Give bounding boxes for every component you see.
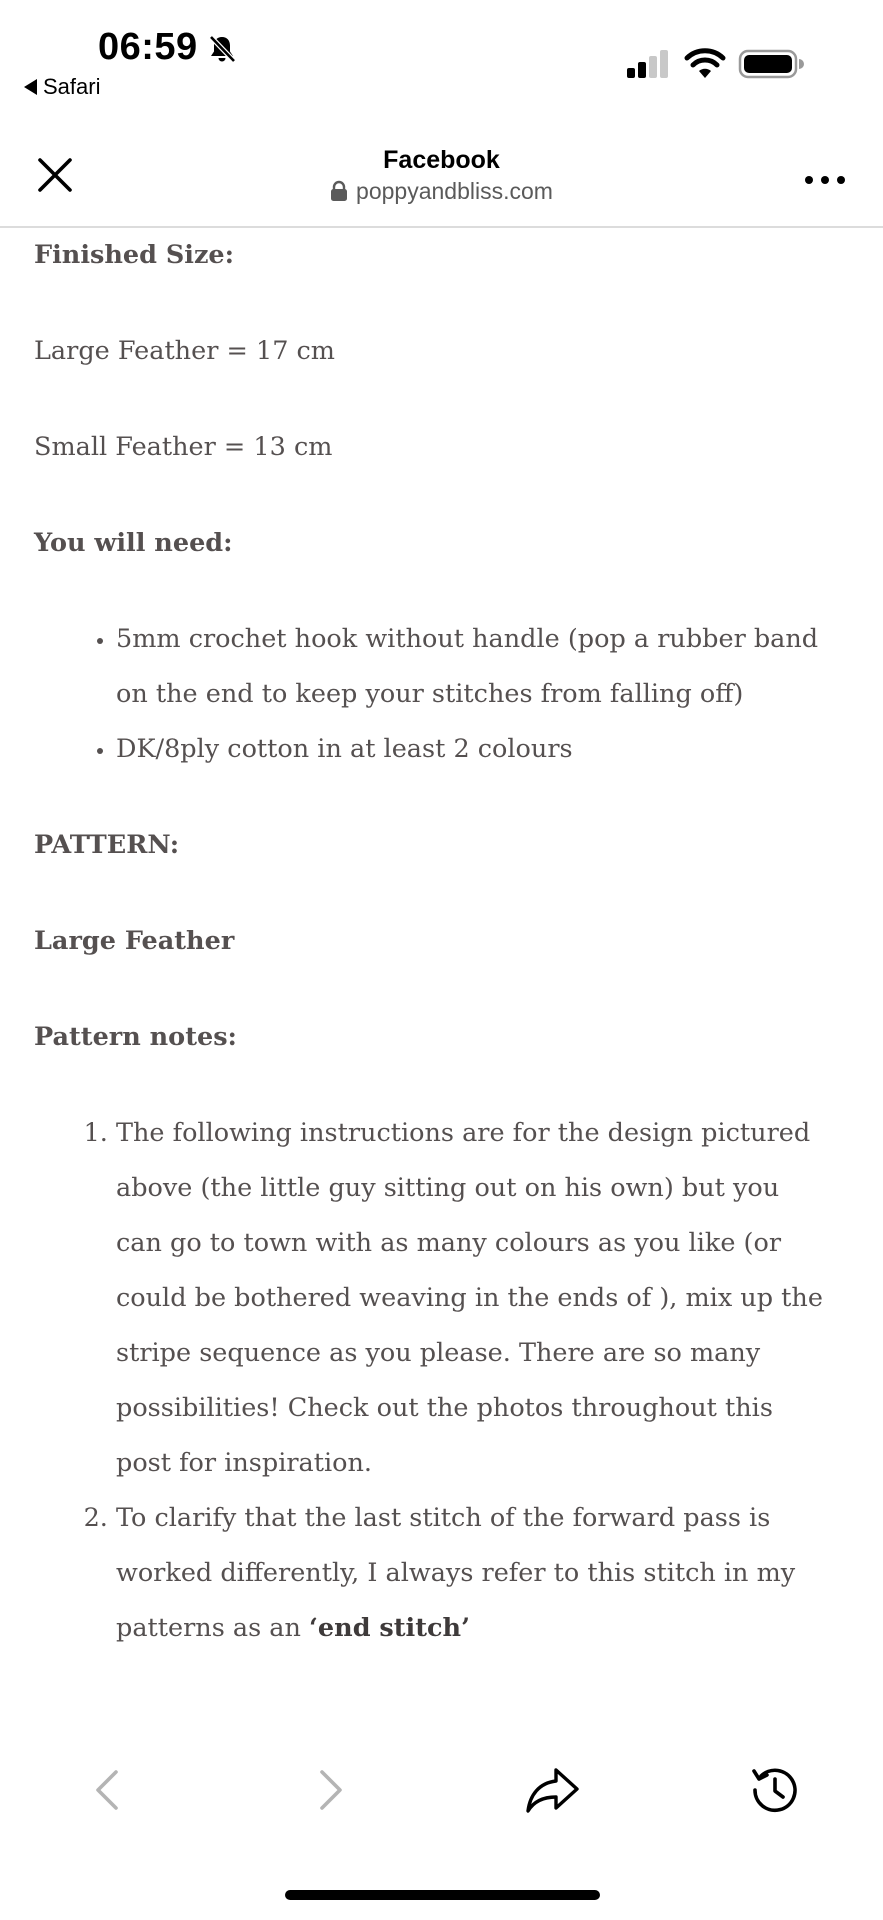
large-feather-heading: Large Feather [34, 926, 235, 956]
status-bar [0, 0, 883, 110]
page-title: Facebook [383, 146, 500, 174]
end-stitch-term: ‘end stitch’ [309, 1613, 470, 1643]
battery-icon [738, 48, 804, 80]
finished-size-heading: Finished Size: [34, 240, 235, 270]
pattern-notes-heading: Pattern notes: [34, 1022, 237, 1052]
forward-icon[interactable] [300, 1760, 360, 1820]
browser-toolbar [0, 1760, 883, 1840]
materials-list [34, 612, 824, 777]
bell-muted-icon [206, 33, 238, 65]
pattern-heading: PATTERN: [34, 830, 180, 860]
status-time: 06:59 [98, 26, 198, 68]
large-feather-size: Large Feather = 17 cm [34, 336, 335, 366]
you-will-need-heading: You will need: [34, 528, 233, 558]
pattern-notes-list [34, 1106, 824, 1656]
note2-text: To clarify that the last stitch of the forward pass is worked differently, I always refer to this stitch in my patterns as an [116, 1503, 796, 1643]
list-item [116, 1491, 824, 1656]
back-app-label: Safari [43, 74, 101, 99]
list-item: 1. The following instructions are for the design pictured above (the little guy sitting out on his own) but you can go to town with as many colours as you like (or could be bothered weaving in the ends of ), mix up the stripe sequence as you please. There are so many possibilities! Check out the photos throughout this post for inspiration. [116, 1106, 824, 1491]
wifi-icon [684, 48, 726, 80]
back-to-safari-button[interactable] [24, 74, 100, 100]
history-icon[interactable] [744, 1760, 804, 1820]
list-item: • 5mm crochet hook without handle (pop a rubber band on the end to keep your stitches from falling off) [116, 612, 824, 722]
url-text: poppyandbliss.com [356, 178, 553, 204]
more-icon[interactable] [800, 170, 850, 190]
small-feather-size: Small Feather = 13 cm [34, 432, 333, 462]
url-display[interactable] [0, 178, 883, 205]
home-indicator[interactable] [285, 1890, 600, 1900]
share-icon[interactable] [522, 1760, 582, 1820]
article-content [34, 228, 824, 1697]
back-triangle-icon [24, 79, 37, 95]
lock-icon [330, 180, 348, 202]
cellular-signal-icon [625, 48, 671, 80]
back-icon[interactable] [78, 1760, 138, 1820]
list-item: • DK/8ply cotton in at least 2 colours [116, 722, 824, 777]
browser-header [0, 110, 883, 228]
